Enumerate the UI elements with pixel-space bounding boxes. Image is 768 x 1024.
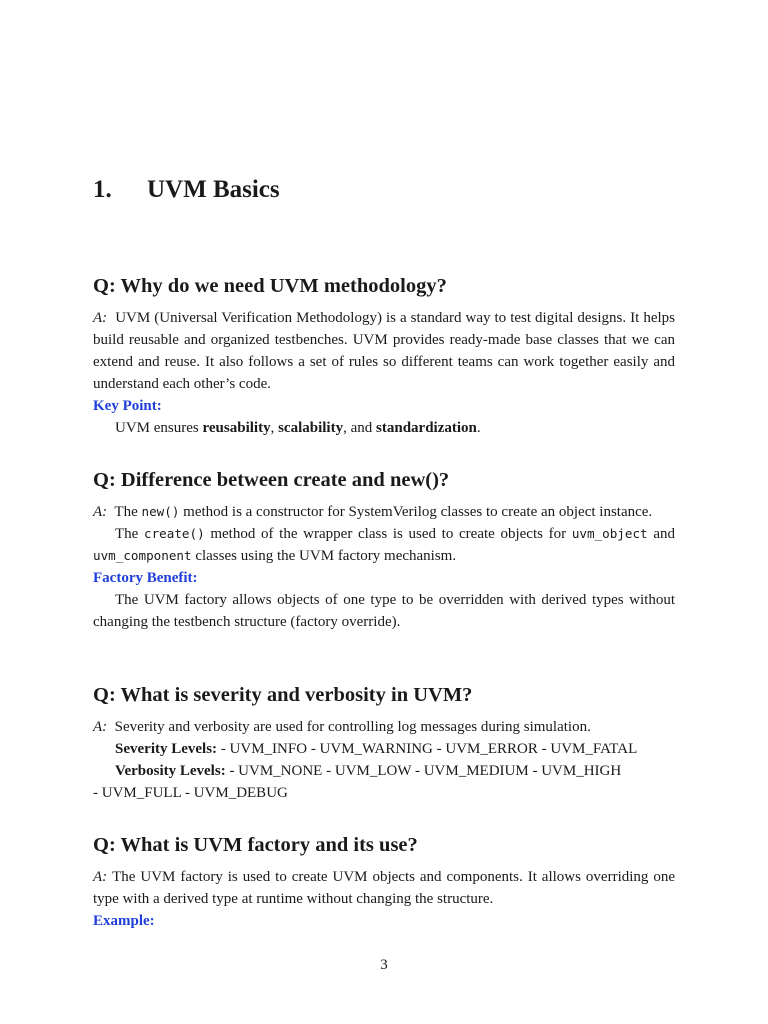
question-heading: Q: What is severity and verbosity in UVM? [93, 684, 473, 706]
verbosity-levels [93, 760, 675, 782]
term-scalability: scalability [278, 420, 344, 436]
verbosity-levels-continued: - UVM_FULL - UVM_DEBUG [93, 785, 288, 801]
answer-text: UVM (Universal Verification Methodology) is a standard way to test digital designs. It helps build reusable and organized testbenches. UVM provides ready-made base classes that we can extend and reuse. It also follows a set of rules so different teams can work together easily and understand each other’s code. [93, 310, 676, 392]
question-heading: Q: Why do we need UVM methodology? [93, 275, 447, 297]
chapter-number: 1. [93, 176, 112, 203]
factory-benefit-text: The UVM factory allows objects of one type to be overridden with derived types without changing the testbench structure (factory override). [93, 592, 675, 630]
factory-benefit-label: Factory Benefit: [93, 570, 198, 586]
code-create: create() [144, 526, 205, 541]
answer-label: A: [93, 504, 108, 520]
key-point-prefix: UVM ensures [115, 420, 203, 436]
key-point-text [93, 417, 675, 439]
answer-paragraph [93, 716, 675, 738]
key-point-label: Key Point: [93, 398, 162, 414]
example-label: Example: [93, 913, 155, 929]
chapter-title: UVM Basics [147, 176, 280, 203]
text: The [115, 526, 144, 542]
text: classes using the UVM factory mechanism. [191, 548, 457, 564]
term-standardization: standardization [376, 420, 477, 436]
document-page [93, 0, 675, 1024]
section-why-uvm [93, 273, 675, 439]
separator: , and [343, 420, 377, 436]
answer-paragraph [93, 307, 675, 395]
term-reusability: reusability [202, 420, 271, 436]
page-number: 3 [380, 957, 388, 973]
chapter-heading [93, 176, 280, 204]
text: method is a constructor for SystemVerilog classes to create an object instance. [179, 504, 653, 520]
separator: , [270, 420, 279, 436]
suffix: . [476, 420, 481, 436]
code-uvm-component: uvm_component [93, 548, 192, 563]
section-create-vs-new [93, 467, 675, 633]
answer-paragraph [93, 501, 675, 523]
section-uvm-factory [93, 832, 675, 932]
code-uvm-object: uvm_object [571, 526, 648, 541]
severity-label: Severity Levels: [115, 741, 218, 757]
verbosity-values: - UVM_NONE - UVM_LOW - UVM_MEDIUM - UVM_HIGH [225, 763, 622, 779]
answer-label: A: [93, 869, 108, 885]
question-heading: Q: Difference between create and new()? [93, 469, 450, 491]
create-paragraph [93, 523, 675, 567]
question-heading: Q: What is UVM factory and its use? [93, 834, 418, 856]
text: The [114, 504, 142, 520]
text: and [647, 526, 675, 542]
section-severity-verbosity [93, 682, 675, 804]
answer-label: A: [93, 719, 108, 735]
severity-levels [93, 738, 675, 760]
text: method of the wrapper class is used to create objects for [204, 526, 572, 542]
answer-text: Severity and verbosity are used for controlling log messages during simulation. [114, 719, 591, 735]
answer-label: A: [93, 310, 108, 326]
answer-paragraph [93, 866, 675, 910]
answer-text: The UVM factory is used to create UVM objects and components. It allows overriding one type with a derived type at runtime without changing the structure. [93, 869, 676, 907]
severity-values: - UVM_INFO - UVM_WARNING - UVM_ERROR - UVM_FATAL [217, 741, 638, 757]
verbosity-label: Verbosity Levels: [115, 763, 226, 779]
code-new: new() [141, 504, 180, 519]
